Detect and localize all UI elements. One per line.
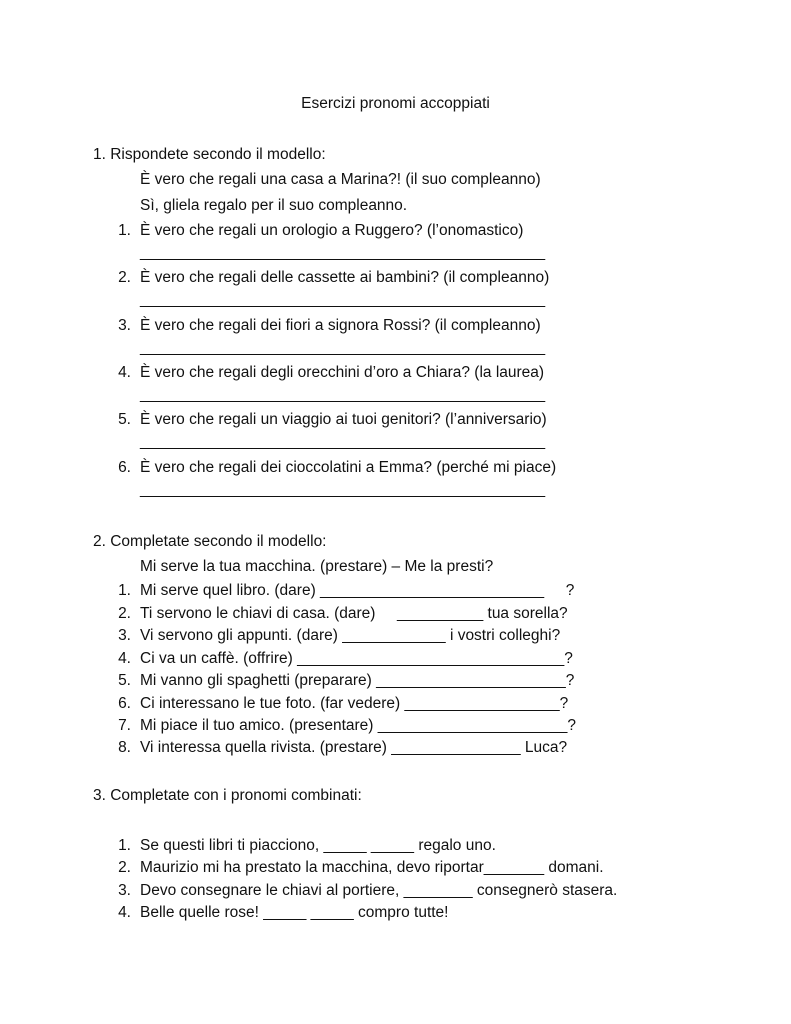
list-item-number: 4. (118, 650, 131, 667)
list-item-number: 3. (118, 882, 131, 899)
list-item-text: È vero che regali dei fiori a signora Rossi? (il compleanno) (140, 317, 541, 334)
section1-model-answer: Sì, gliela regalo per il suo compleanno. (140, 197, 408, 214)
page-title: Esercizi pronomi accoppiati (301, 95, 490, 112)
list-item-text: Ci interessano le tue foto. (far vedere) __________________? (140, 695, 569, 712)
section3-heading: 3. Completate con i pronomi combinati: (93, 787, 362, 804)
list-item-text: È vero che regali degli orecchini d’oro a Chiara? (la laurea) (140, 364, 545, 381)
list-item-number: 2. (118, 605, 131, 622)
list-item-text: Vi interessa quella rivista. (prestare) _______________ Luca? (140, 739, 568, 756)
list-item-number: 4. (118, 364, 131, 381)
list-item-number: 5. (118, 672, 131, 689)
list-item-text: Maurizio mi ha prestato la macchina, devo riportar_______ domani. (140, 859, 604, 876)
list-item-text: Belle quelle rose! _____ _____ compro tutte! (140, 904, 449, 921)
list-item-text: È vero che regali delle cassette ai bambini? (il compleanno) (140, 269, 550, 286)
list-item-text: Vi servono gli appunti. (dare) ____________ i vostri colleghi? (140, 627, 561, 644)
list-item-number: 1. (118, 837, 131, 854)
list-item-number: 8. (118, 739, 131, 756)
list-item-number: 1. (118, 222, 131, 239)
section2-heading: 2. Completate secondo il modello: (93, 533, 327, 550)
answer-blank-line: _______________________________________________ (140, 433, 546, 450)
list-item-number: 2. (118, 269, 131, 286)
section1-model-question: È vero che regali una casa a Marina?! (il suo compleanno) (140, 171, 541, 188)
answer-blank-line: _______________________________________________ (140, 481, 546, 498)
list-item-number: 7. (118, 717, 131, 734)
list-item-number: 3. (118, 317, 131, 334)
list-item-text: È vero che regali un orologio a Ruggero? (l’onomastico) (140, 222, 524, 239)
list-item-text: È vero che regali dei cioccolatini a Emma? (perché mi piace) (140, 459, 557, 476)
list-item-number: 2. (118, 859, 131, 876)
list-item-text: È vero che regali un viaggio ai tuoi genitori? (l’anniversario) (140, 411, 547, 428)
answer-blank-line: _______________________________________________ (140, 244, 546, 261)
list-item-text: Mi piace il tuo amico. (presentare) ______________________? (140, 717, 577, 734)
list-item-number: 3. (118, 627, 131, 644)
list-item-number: 6. (118, 459, 131, 476)
list-item-text: Devo consegnare le chiavi al portiere, ________ consegnerò stasera. (140, 882, 618, 899)
list-item-text: Mi vanno gli spaghetti (preparare) ______________________? (140, 672, 575, 689)
list-item-text: Se questi libri ti piacciono, _____ _____ regalo uno. (140, 837, 496, 854)
section1-heading: 1. Rispondete secondo il modello: (93, 146, 326, 163)
list-item-text: Mi serve quel libro. (dare) __________________________ ? (140, 582, 575, 599)
answer-blank-line: _______________________________________________ (140, 339, 546, 356)
list-item-text: Ti servono le chiavi di casa. (dare) __________ tua sorella? (140, 605, 568, 622)
list-item-number: 6. (118, 695, 131, 712)
answer-blank-line: _______________________________________________ (140, 386, 546, 403)
list-item-number: 5. (118, 411, 131, 428)
list-item-number: 1. (118, 582, 131, 599)
section2-model: Mi serve la tua macchina. (prestare) – Me la presti? (140, 558, 494, 575)
answer-blank-line: _______________________________________________ (140, 291, 546, 308)
list-item-number: 4. (118, 904, 131, 921)
list-item-text: Ci va un caffè. (offrire) _______________________________? (140, 650, 573, 667)
